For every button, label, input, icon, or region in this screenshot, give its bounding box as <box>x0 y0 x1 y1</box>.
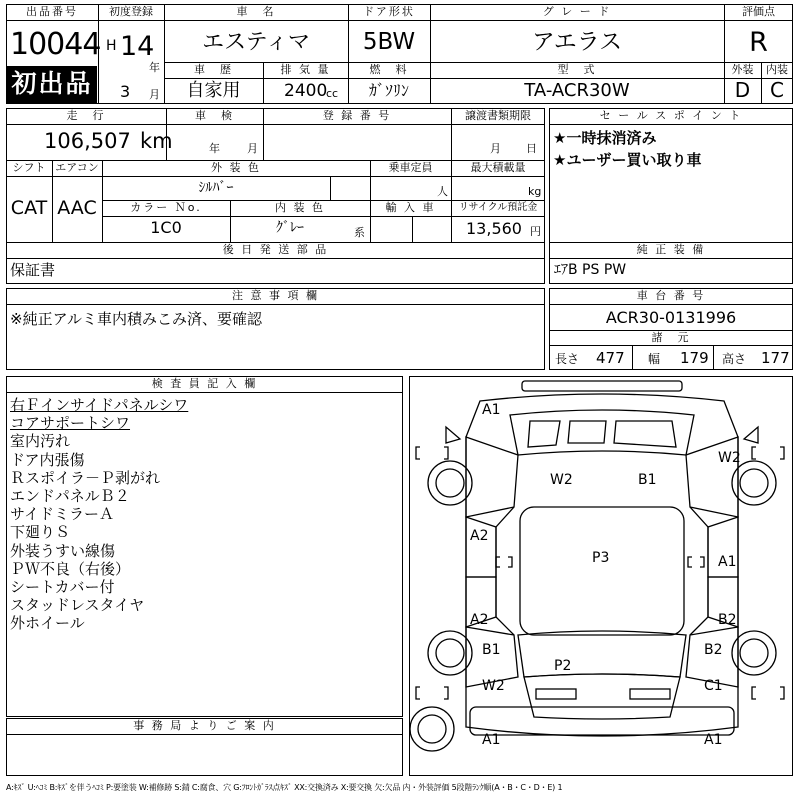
door-type-label: ドア形状 <box>363 5 415 18</box>
first-registration-label: 初度登録 <box>109 5 153 18</box>
exterior-score-label: 外装 <box>731 63 754 76</box>
damage-mark: A2 <box>470 528 489 544</box>
air-conditioner: AAC <box>57 197 97 219</box>
inspector-note: シートカバー付 <box>10 578 115 597</box>
score-label: 評価点 <box>742 5 775 18</box>
capacity-label: 乗車定員 <box>388 161 433 174</box>
car-name: エスティマ <box>202 30 310 55</box>
chassis-number-label: 車 台 番 号 <box>636 289 706 302</box>
grade-label: グ レ ー ド <box>542 5 612 18</box>
reg-month-unit: 月 <box>149 88 160 101</box>
width-label: 幅 <box>648 352 661 366</box>
era: H <box>106 38 117 54</box>
import-car-label: 輸 入 車 <box>385 201 436 214</box>
transfer-month-unit: 月 <box>490 142 501 155</box>
inspector-note: エンドパネルＢ２ <box>10 487 130 506</box>
fuel-label: 燃 料 <box>369 63 409 76</box>
interior-color-label: 内 装 色 <box>275 201 325 214</box>
damage-mark: A1 <box>704 732 723 748</box>
office-info-label: 事 務 局 よ り ご 案 内 <box>133 719 276 732</box>
damage-mark: A2 <box>470 612 489 628</box>
color-number-label: カラー Ｎo. <box>130 201 202 214</box>
genuine-equipment: ｴｱB PS PW <box>554 262 627 278</box>
exterior-color: ｼﾙﾊﾞｰ <box>198 180 234 196</box>
damage-mark: A1 <box>482 732 501 748</box>
car-outline-icon <box>410 377 794 777</box>
displacement: 2400 <box>284 81 328 101</box>
transfer-day-unit: 日 <box>526 142 537 155</box>
reg-month: 3 <box>120 82 131 101</box>
history: 自家用 <box>186 80 241 101</box>
grade: アエラス <box>531 29 623 55</box>
genuine-equipment-label: 純 正 装 備 <box>636 243 706 256</box>
shift-label: シフト <box>12 161 46 174</box>
capacity-unit: 人 <box>437 185 448 198</box>
inspector-note: ＰＷ不良（右後） <box>10 559 131 578</box>
reg-year: 14 <box>120 31 155 62</box>
interior-color-unit: 系 <box>354 226 365 239</box>
max-load-unit: kg <box>528 185 542 198</box>
damage-mark: C1 <box>704 678 723 694</box>
notes-label: 注 意 事 項 欄 <box>232 289 319 302</box>
notes: ※純正アルミ車内積みこみ済、要確認 <box>10 310 262 328</box>
inspector-notes-list <box>10 396 400 633</box>
damage-mark: W2 <box>550 472 573 488</box>
inspector-note: コアサポートシワ <box>10 414 131 433</box>
inspector-note: 外ホイール <box>10 614 85 633</box>
mileage: 106,507 <box>44 129 131 153</box>
sales-points-label: セ ー ル ス ポ イ ン ト <box>599 109 743 122</box>
model-code: TA-ACR30W <box>524 80 630 101</box>
inspector-notes-label: 検 査 員 記 入 欄 <box>151 377 258 390</box>
recycle-deposit-label: リサイクル預託金 <box>458 202 538 213</box>
damage-mark: P3 <box>592 550 610 566</box>
lot-number: 10044 <box>10 27 101 62</box>
exterior-score: D <box>734 78 751 102</box>
recycle-deposit: 13,560 <box>466 219 522 238</box>
damage-mark: A1 <box>718 554 737 570</box>
specs-label: 諸 元 <box>651 331 691 344</box>
transfer-deadline-label: 譲渡書類期限 <box>465 109 531 122</box>
damage-mark: B2 <box>718 612 737 628</box>
later-shipping-parts-label: 後 日 発 送 部 品 <box>222 243 329 256</box>
inspector-note: 外装うすい線傷 <box>10 541 116 560</box>
max-load-label: 最大積載量 <box>470 161 526 174</box>
inspector-note: サイドミラーＡ <box>10 505 114 524</box>
mileage-unit: km <box>140 129 173 153</box>
inspector-note: ドア内張傷 <box>10 450 85 469</box>
inspector-note: 右Ｆインサイドパネルシワ <box>10 396 189 414</box>
inspector-note: Ｒスポイラ－Ｐ剥がれ <box>10 468 161 487</box>
sales-point-2: ★ユーザー買い取り車 <box>553 151 702 169</box>
shift: CAT <box>10 197 48 219</box>
inspector-note: スタッドレスタイヤ <box>10 596 145 615</box>
damage-mark: P2 <box>554 658 572 674</box>
model-label: 型 式 <box>557 63 597 76</box>
recycle-deposit-unit: 円 <box>530 225 541 238</box>
width: 179 <box>680 349 709 367</box>
interior-color: ｸﾞﾚｰ <box>276 220 304 236</box>
legend: A:ｷｽﾞ U:ﾍｺﾐ B:ｷｽﾞを伴うﾍｺﾐ P:要塗装 W:補修跡 S:錆 C:腐食、穴 G:ﾌﾛﾝﾄｶﾞﾗｽ点ｷｽﾞ XX:交換済み X:要交換 欠:欠品 内・外装評価 5段階ﾗﾝｸ順(A・B・C・D・E) 1 <box>6 783 563 792</box>
inspection-month-unit: 月 <box>247 142 258 155</box>
reg-year-unit: 年 <box>149 61 160 74</box>
inspector-note: 下廻りＳ <box>10 523 71 542</box>
inspection-label: 車 検 <box>195 109 234 122</box>
length: 477 <box>596 349 625 367</box>
later-shipping-parts: 保証書 <box>10 261 56 279</box>
history-label: 車 歴 <box>194 63 233 76</box>
door-type: 5BW <box>362 29 416 55</box>
damage-mark: W2 <box>718 450 741 466</box>
lot-number-label: 出品番号 <box>26 5 78 18</box>
air-conditioner-label: エアコン <box>55 161 99 174</box>
damage-mark: B1 <box>638 472 657 488</box>
damage-mark: W2 <box>482 678 505 694</box>
registration-number-label: 登 録 番 号 <box>322 109 392 122</box>
damage-mark: B2 <box>704 642 723 658</box>
height: 177 <box>761 349 790 367</box>
chassis-number: ACR30-0131996 <box>605 308 737 327</box>
displacement-unit: cc <box>326 87 339 100</box>
damage-mark: A1 <box>482 402 501 418</box>
damage-diagram <box>409 376 793 776</box>
first-listing-label: 初出品 <box>11 69 93 98</box>
fuel: ｶﾞｿﾘﾝ <box>368 81 409 100</box>
displacement-label: 排 気 量 <box>280 63 331 76</box>
interior-score: C <box>770 78 784 102</box>
color-number: 1C0 <box>150 218 182 237</box>
inspector-note: 室内汚れ <box>10 432 71 451</box>
interior-score-label: 内装 <box>766 63 788 76</box>
mileage-label: 走 行 <box>66 109 106 122</box>
damage-mark: B1 <box>482 642 501 658</box>
exterior-color-label: 外 装 色 <box>211 161 261 174</box>
sales-point-1: ★一時抹消済み <box>553 129 657 147</box>
height-label: 高さ <box>722 352 747 366</box>
inspection-year-unit: 年 <box>209 142 220 155</box>
car-name-label: 車 名 <box>236 5 276 18</box>
overall-score: R <box>749 27 768 58</box>
length-label: 長さ <box>555 352 580 366</box>
